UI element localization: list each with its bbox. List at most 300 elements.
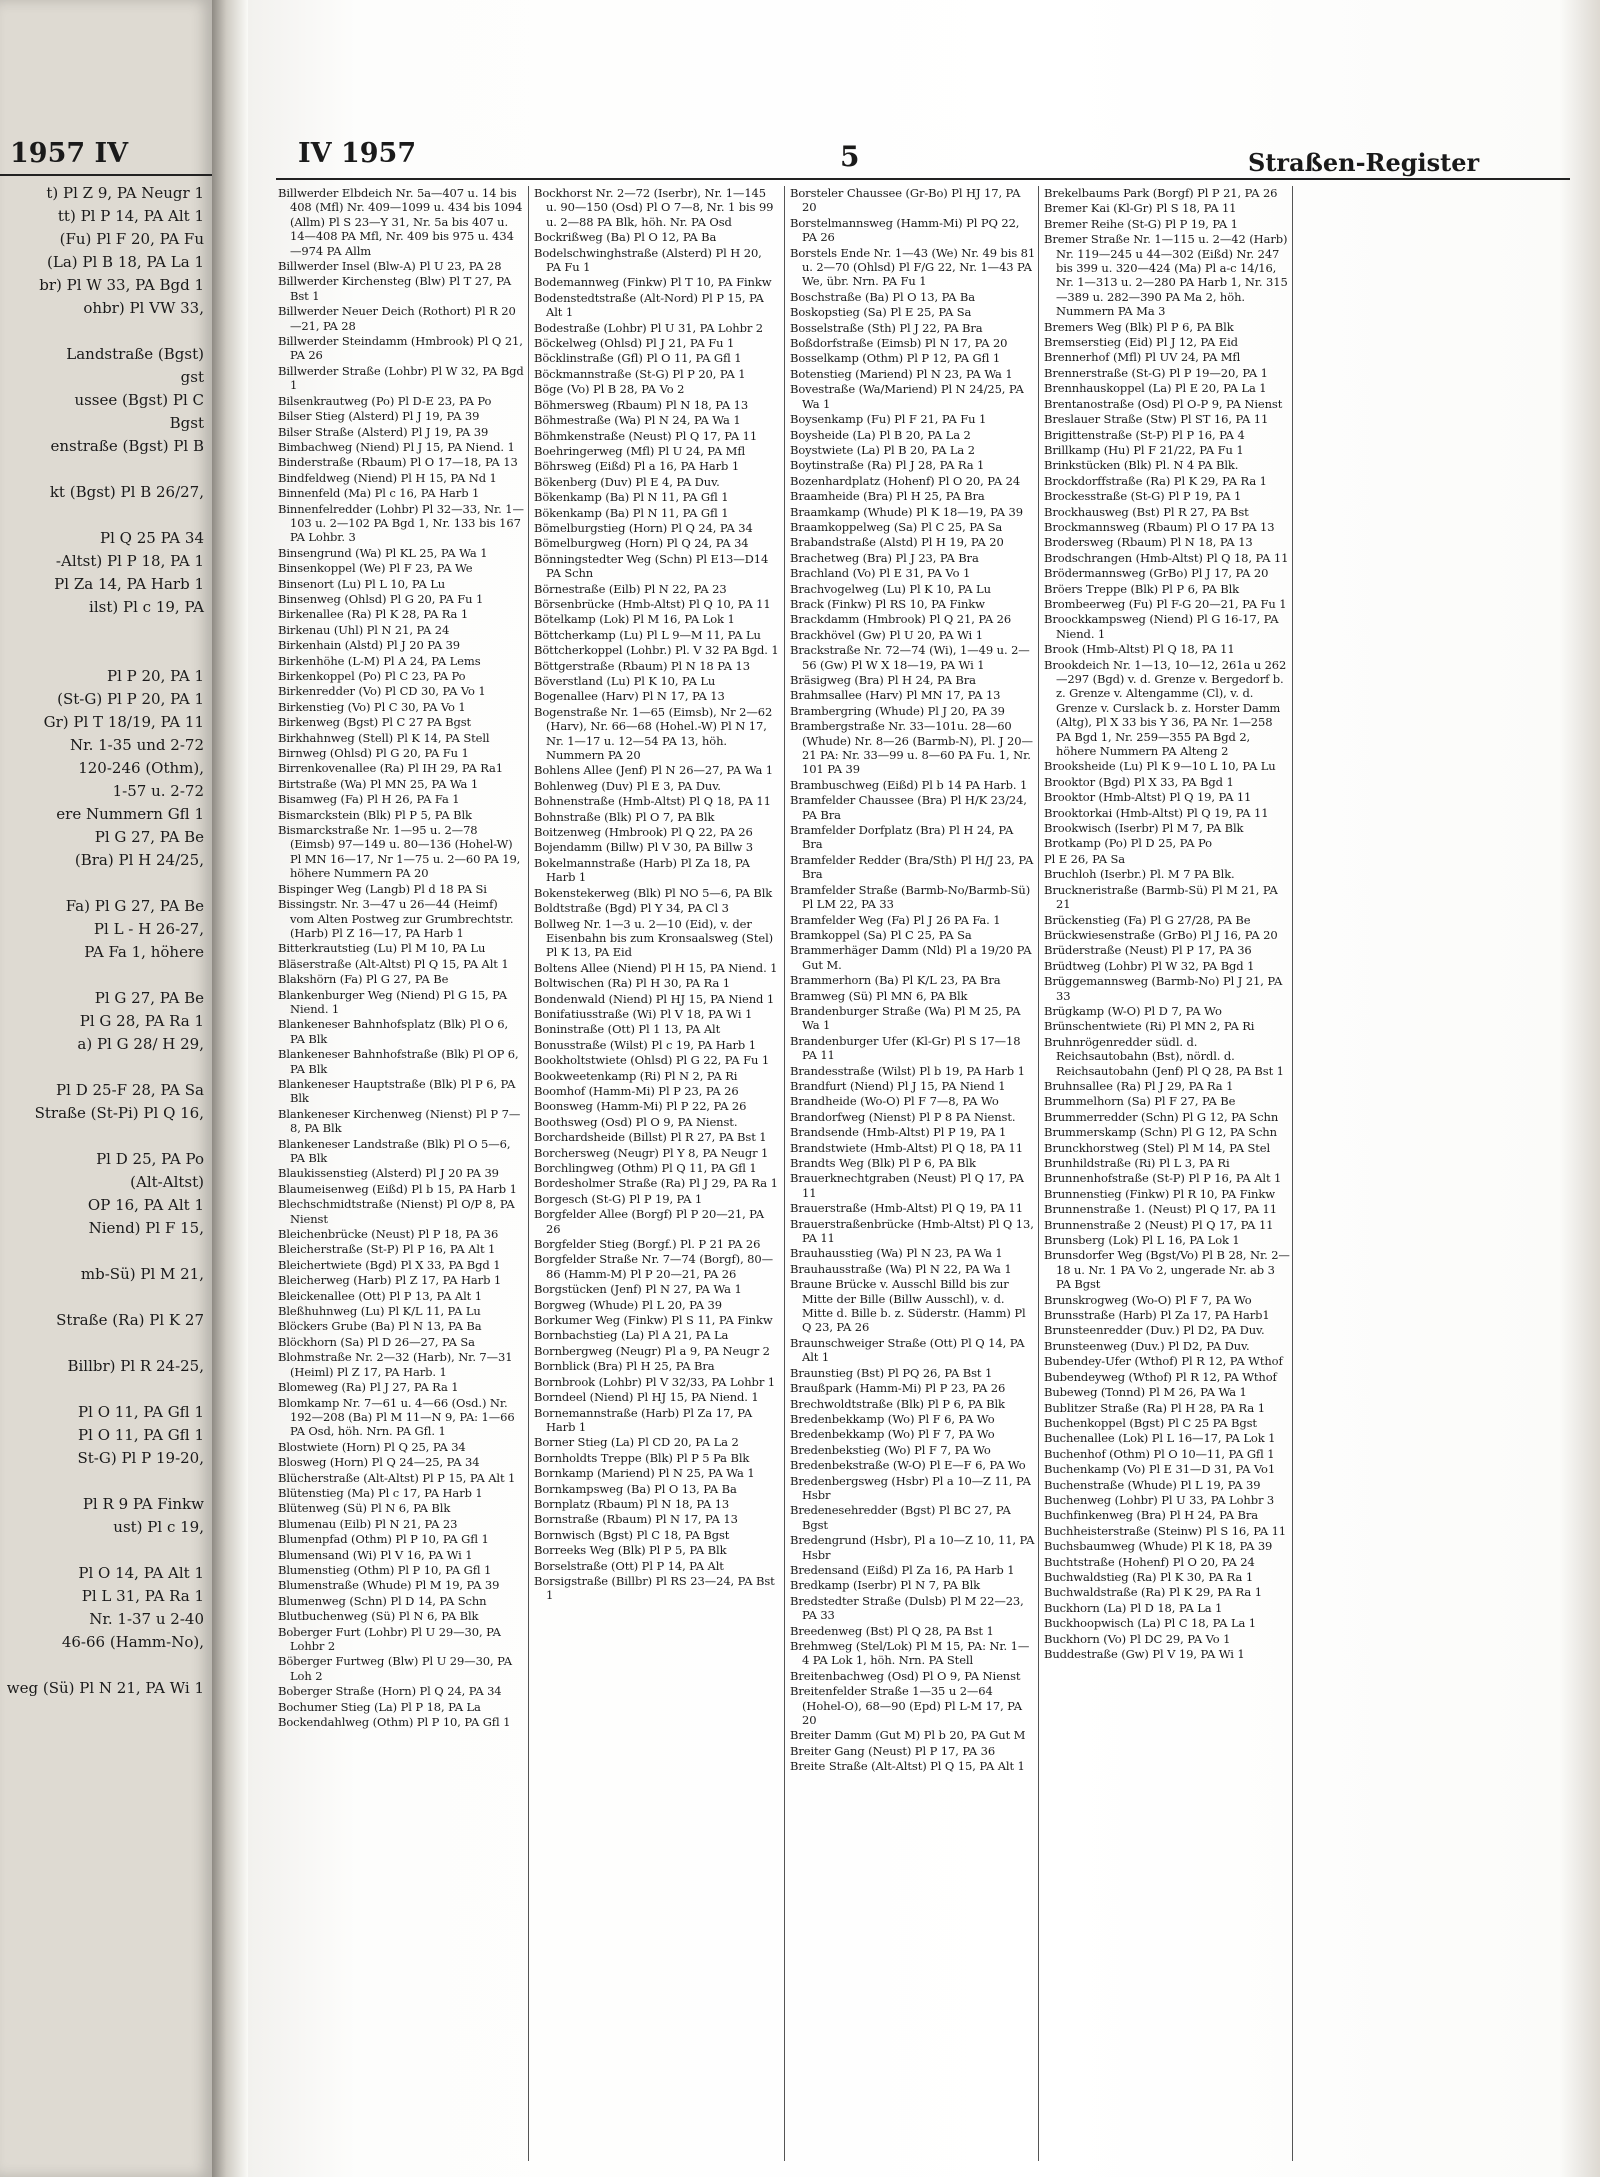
register-entry: Bosselkamp (Othm) Pl P 12, PA Gfl 1 [790, 351, 1001, 366]
register-entry: Blaumeisenweg (Eißd) Pl b 15, PA Harb 1 [278, 1181, 517, 1196]
register-entry: Brummelhorn (Sa) Pl F 27, PA Be [1044, 1094, 1236, 1109]
register-entry: Brandenburger Straße (Wa) Pl M 25, PA Wa 1 [790, 1003, 1021, 1033]
register-entry: Bröers Treppe (Blk) Pl P 6, PA Blk [1044, 581, 1240, 596]
register-entry: Bornbergweg (Neugr) Pl a 9, PA Neugr 2 [534, 1343, 770, 1358]
register-entry: Boninstraße (Ott) Pl 1 13, PA Alt [534, 1022, 721, 1037]
register-entry: Böttgerstraße (Rbaum) Pl N 18 PA 13 [534, 658, 750, 673]
register-entry: Blechschmidtstraße (Nienst) Pl O/P 8, PA Nienst [278, 1197, 515, 1226]
register-entry: Birkenau (Uhl) Pl N 21, PA 24 [278, 622, 450, 637]
header-rule [276, 178, 1570, 180]
register-entry: Bilser Straße (Alsterd) Pl J 19, PA 39 [278, 424, 489, 439]
register-entry: Brahmsallee (Harv) Pl MN 17, PA 13 [790, 688, 1001, 703]
register-entry: Bornplatz (Rbaum) Pl N 18, PA 13 [534, 1496, 730, 1511]
left-header-rule [0, 174, 212, 176]
register-entry: Bremer Kai (Kl-Gr) Pl S 18, PA 11 [1044, 201, 1237, 216]
register-entry: Borkumer Weg (Finkw) Pl S 11, PA Finkw [534, 1313, 773, 1328]
register-entry: Blomeweg (Ra) Pl J 27, PA Ra 1 [278, 1380, 459, 1395]
register-entry: Bornkampsweg (Ba) Pl O 13, PA Ba [534, 1481, 737, 1496]
register-entry: Buddestraße (Gw) Pl V 19, PA Wi 1 [1044, 1647, 1245, 1661]
register-entry: Bilsenkrautweg (Po) Pl D-E 23, PA Po [278, 393, 492, 408]
left-page-line: ilst) Pl c 19, PA [89, 598, 204, 616]
register-entry: Brunckhorstweg (Stel) Pl M 14, PA Stel [1044, 1140, 1271, 1155]
left-page-line: Pl G 28, PA Ra 1 [79, 1012, 204, 1030]
register-entry: Bohlens Allee (Jenf) Pl N 26—27, PA Wa 1 [534, 763, 774, 778]
left-page-line [0, 1286, 212, 1309]
register-entry: Bremserstieg (Eid) Pl J 12, PA Eid [1044, 335, 1238, 350]
left-page-line: t) Pl Z 9, PA Neugr 1 [46, 184, 204, 202]
register-entry: Borselstraße (Ott) Pl P 14, PA Alt [534, 1558, 724, 1573]
register-entry: Bornbachstieg (La) Pl A 21, PA La [534, 1328, 729, 1343]
register-entry: Brunsstraße (Harb) Pl Za 17, PA Harb1 [1044, 1308, 1270, 1323]
register-entry: Bruchloh (Iserbr.) Pl. M 7 PA Blk. [1044, 867, 1235, 882]
register-entry: Bönningstedter Weg (Schn) Pl E13—D14 PA Schn [534, 551, 769, 581]
register-entry: Bremers Weg (Blk) Pl P 6, PA Blk [1044, 319, 1234, 334]
register-entry: Bockrißweg (Ba) Pl O 12, PA Ba [534, 230, 717, 245]
register-entry: Brandfurt (Niend) Pl J 15, PA Niend 1 [790, 1078, 1006, 1093]
register-entry: Brummerredder (Schn) Pl G 12, PA Schn [1044, 1109, 1279, 1124]
register-entry: Brandorfweg (Nienst) Pl P 8 PA Nienst. [790, 1109, 1016, 1124]
register-entry: Bojendamm (Billw) Pl V 30, PA Billw 3 [534, 840, 754, 855]
register-entry: Brachetweg (Bra) Pl J 23, PA Bra [790, 550, 979, 565]
register-entry: Brombeerweg (Fu) Pl F-G 20—21, PA Fu 1 [1044, 596, 1287, 611]
register-entry: Bökenkamp (Ba) Pl N 11, PA Gfl 1 [534, 505, 729, 520]
register-entry: Braamheide (Bra) Pl H 25, PA Bra [790, 489, 985, 504]
register-entry: Bovestraße (Wa/Mariend) Pl N 24/25, PA Wa 1 [790, 382, 1024, 411]
register-entry: Buckhoopwisch (La) Pl C 18, PA La 1 [1044, 1616, 1257, 1631]
register-entry: Bokelmannstraße (Harb) Pl Za 18, PA Harb 1 [534, 855, 750, 885]
register-entry: Brentanostraße (Osd) Pl O-P 9, PA Nienst [1044, 396, 1283, 411]
register-entry: Brehmweg (Stel/Lok) Pl M 15, PA: Nr. 1—4 PA Lok 1, höh. Nrn. PA Stell [790, 1639, 1030, 1668]
register-column-2 [534, 186, 780, 2161]
register-entry: Brunnenhofstraße (St-P) Pl P 16, PA Alt 1 [1044, 1171, 1282, 1186]
register-entry: Brunnenstraße 2 (Neust) Pl Q 17, PA 11 [1044, 1217, 1274, 1232]
register-entry: Breitenbachweg (Osd) Pl O 9, PA Nienst [790, 1668, 1021, 1683]
register-entry: Borgweg (Whude) Pl L 20, PA 39 [534, 1297, 722, 1312]
register-entry: Binderstraße (Rbaum) Pl O 17—18, PA 13 [278, 455, 518, 470]
register-entry: Bornstraße (Rbaum) Pl N 17, PA 13 [534, 1512, 738, 1527]
register-entry: Birnweg (Ohlsd) Pl G 20, PA Fu 1 [278, 746, 469, 761]
register-entry: Bohnstraße (Blk) Pl O 7, PA Blk [534, 809, 715, 824]
page-number: 5 [840, 140, 860, 173]
register-entry: Brachvogelweg (Lu) Pl K 10, PA Lu [790, 581, 991, 596]
left-page-line: Pl G 27, PA Be [94, 989, 204, 1007]
register-entry: Brunnenstieg (Finkw) Pl R 10, PA Finkw [1044, 1186, 1275, 1201]
register-entry: Borgfelder Allee (Borgf) Pl P 20—21, PA 26 [534, 1207, 764, 1236]
register-entry: Bismarckstraße Nr. 1—95 u. 2—78 (Eimsb) 97—149 u. 80—136 (Hohel-W) Pl MN 16—17, Nr 1—75 u. 2—60 PA 19, höhere Nummern PA 20 [278, 823, 521, 881]
register-entry: Blomkamp Nr. 7—61 u. 4—66 (Osd.) Nr. 192—208 (Ba) Pl M 11—N 9, PA: 1—66 PA Osd, höh. Nrn. PA Gfl. 1 [278, 1395, 515, 1439]
register-entry: Blumensand (Wi) Pl V 16, PA Wi 1 [278, 1547, 473, 1562]
register-entry: Bockhorst Nr. 2—72 (Iserbr), Nr. 1—145 u. 90—150 (Osd) Pl O 7—8, Nr. 1 bis 99 u. 2—88 PA Blk, höh. Nr. PA Osd [534, 186, 774, 229]
register-entry: Binsenkoppel (We) Pl F 23, PA We [278, 561, 473, 576]
left-page-line [0, 1240, 212, 1263]
register-entry: Blostwiete (Horn) Pl Q 25, PA 34 [278, 1439, 466, 1454]
register-entry: Braune Brücke v. Ausschl Billd bis zur Mitte der Bille (Billw Ausschl), v. d. Mitte d. Bille b. z. Süderstr. (Hamm) Pl Q 23, PA 26 [790, 1277, 1026, 1335]
left-page-line: Billbr) Pl R 24-25, [67, 1357, 204, 1375]
register-entry: Blücherstraße (Alt-Altst) Pl P 15, PA Alt 1 [278, 1470, 516, 1485]
register-entry: Brünschentwiete (Ri) Pl MN 2, PA Ri [1044, 1019, 1255, 1034]
left-page-line: Bgst [169, 414, 204, 432]
column-divider [1292, 186, 1293, 2161]
register-entry: Bläserstraße (Alt-Altst) Pl Q 15, PA Alt 1 [278, 956, 509, 971]
register-entry: Buchenweg (Lohbr) Pl U 33, PA Lohbr 3 [1044, 1492, 1275, 1507]
register-entry: Buchsbaumweg (Whude) Pl K 18, PA 39 [1044, 1539, 1273, 1554]
left-page-line: ohbr) Pl VW 33, [83, 299, 204, 317]
register-entry: Brammerhorn (Ba) Pl K/L 23, PA Bra [790, 973, 1001, 988]
register-entry: Brückwiesenstraße (GrBo) Pl J 16, PA 20 [1044, 927, 1278, 942]
book-gutter [212, 0, 248, 2177]
register-entry: Bornholdts Treppe (Blk) Pl P 5 Pa Blk [534, 1450, 750, 1465]
register-entry: Bubendey-Ufer (Wthof) Pl R 12, PA Wthof [1044, 1354, 1283, 1369]
left-page-line: (St-G) Pl P 20, PA 1 [57, 690, 204, 708]
register-entry: Brechwoldtstraße (Blk) Pl P 6, PA Blk [790, 1396, 1005, 1411]
register-entry: Bimbachweg (Niend) Pl J 15, PA Niend. 1 [278, 439, 515, 454]
register-entry: Bondenwald (Niend) Pl HJ 15, PA Niend 1 [534, 991, 775, 1006]
register-entry: Boehringerweg (Mfl) Pl U 24, PA Mfl [534, 443, 746, 458]
page-header-title: Straßen-Register [1248, 148, 1480, 177]
register-entry: Brandstwiete (Hmb-Altst) Pl Q 18, PA 11 [790, 1140, 1023, 1155]
left-page-line [0, 964, 212, 987]
register-entry: Bremer Reihe (St-G) Pl P 19, PA 1 [1044, 216, 1238, 231]
register-entry: Bilser Stieg (Alsterd) Pl J 19, PA 39 [278, 409, 480, 424]
register-entry: Bodelschwinghstraße (Alsterd) Pl H 20, PA Fu 1 [534, 245, 762, 275]
register-entry: Böhmestraße (Wa) Pl N 24, PA Wa 1 [534, 413, 741, 428]
left-page-line: -Altst) Pl P 18, PA 1 [55, 552, 204, 570]
register-entry: Bleicherstraße (St-P) Pl P 16, PA Alt 1 [278, 1242, 496, 1257]
left-page-line: mb-Sü) Pl M 21, [80, 1265, 204, 1283]
register-entry: Binnenfeld (Ma) Pl c 16, PA Harb 1 [278, 486, 480, 501]
register-entry: Bruhnrögenredder südl. d. Reichsautobahn (Bst), nördl. d. Reichsautobahn (Jenf) Pl Q 28, PA Bst 1 [1044, 1034, 1284, 1078]
left-page-line: Straße (Ra) Pl K 27 [56, 1311, 204, 1329]
register-entry: Böcklinstraße (Gfl) Pl O 11, PA Gfl 1 [534, 351, 742, 366]
register-entry: Bleicherweg (Harb) Pl Z 17, PA Harb 1 [278, 1273, 502, 1288]
register-entry: Billwerder Neuer Deich (Rothort) Pl R 20—21, PA 28 [278, 304, 516, 333]
register-entry: Buchwaldstieg (Ra) Pl K 30, PA Ra 1 [1044, 1569, 1254, 1584]
register-entry: Birkenhöhe (L-M) Pl A 24, PA Lems [278, 653, 481, 668]
register-entry: Binnenfelredder (Lohbr) Pl 32—33, Nr. 1—103 u. 2—102 PA Bgd 1, Nr. 133 bis 167 PA Lohbr. 3 [278, 501, 524, 545]
register-entry: Bömelburgstieg (Horn) Pl Q 24, PA 34 [534, 520, 753, 535]
left-page-line [0, 458, 212, 481]
left-page-line: Straße (St-Pi) Pl Q 16, [34, 1104, 204, 1122]
register-entry: Boskopstieg (Sa) Pl E 25, PA Sa [790, 305, 972, 320]
left-page-line: 1-57 u. 2-72 [112, 782, 204, 800]
register-entry: Böhmkenstraße (Neust) Pl Q 17, PA 11 [534, 428, 758, 443]
register-entry: Brüderstraße (Neust) Pl P 17, PA 36 [1044, 943, 1252, 958]
register-entry: Bramfelder Weg (Fa) Pl J 26 PA Fa. 1 [790, 912, 1001, 927]
register-entry: Brunskrogweg (Wo-O) Pl F 7, PA Wo [1044, 1292, 1252, 1307]
register-entry: Bismarckstein (Blk) Pl P 5, PA Blk [278, 807, 472, 822]
register-entry: Bogenallee (Harv) Pl N 17, PA 13 [534, 689, 725, 704]
register-entry: Bömelburgweg (Horn) Pl Q 24, PA 34 [534, 536, 749, 551]
left-page-line: ere Nummern Gfl 1 [56, 805, 204, 823]
register-entry: Brodersweg (Rbaum) Pl N 18, PA 13 [1044, 535, 1253, 550]
left-page-line: 120-246 (Othm), [78, 759, 204, 777]
register-entry: Blütenstieg (Ma) Pl c 17, PA Harb 1 [278, 1485, 483, 1500]
register-entry: Borchlingweg (Othm) Pl Q 11, PA Gfl 1 [534, 1161, 757, 1175]
register-entry: Bonifatiusstraße (Wi) Pl V 18, PA Wi 1 [534, 1006, 753, 1021]
register-entry: Blaukissenstieg (Alsterd) Pl J 20 PA 39 [278, 1166, 499, 1181]
register-entry: Blumenstraße (Whude) Pl M 19, PA 39 [278, 1578, 500, 1593]
register-entry: Blankenburger Weg (Niend) Pl G 15, PA Niend. 1 [278, 987, 507, 1016]
register-entry: Bozenhardplatz (Hohenf) Pl O 20, PA 24 [790, 473, 1021, 488]
register-entry: Bramkoppel (Sa) Pl C 25, PA Sa [790, 927, 972, 942]
left-page-line: Gr) Pl T 18/19, PA 11 [43, 713, 204, 731]
register-entry: Blohmstraße Nr. 2—32 (Harb), Nr. 7—31 (Heiml) Pl Z 17, PA Harb. 1 [278, 1350, 513, 1379]
register-entry: Blumenpfad (Othm) Pl P 10, PA Gfl 1 [278, 1532, 489, 1547]
register-entry: Böhmersweg (Rbaum) Pl N 18, PA 13 [534, 397, 749, 412]
register-entry: Brammerhäger Damm (Nld) Pl a 19/20 PA Gut M. [790, 943, 1032, 972]
register-entry: Brekelbaums Park (Borgf) Pl P 21, PA 26 [1044, 186, 1278, 200]
register-entry: Bredensand (Eißd) Pl Za 16, PA Harb 1 [790, 1562, 1015, 1577]
register-entry: Brooktor (Bgd) Pl X 33, PA Bgd 1 [1044, 774, 1234, 789]
register-entry: Brachland (Vo) Pl E 31, PA Vo 1 [790, 566, 971, 581]
register-entry: Boberger Furt (Lohbr) Pl U 29—30, PA Lohbr 2 [278, 1624, 501, 1653]
register-entry: Brügkamp (W-O) Pl D 7, PA Wo [1044, 1003, 1222, 1018]
register-entry: Bornblick (Bra) Pl H 25, PA Bra [534, 1359, 715, 1374]
register-entry: Bohnenstraße (Hmb-Altst) Pl Q 18, PA 11 [534, 794, 771, 809]
register-entry: Boysenkamp (Fu) Pl F 21, PA Fu 1 [790, 412, 987, 427]
register-entry: Bindfeldweg (Niend) Pl H 15, PA Nd 1 [278, 470, 497, 485]
page-header-volume: IV 1957 [298, 138, 417, 169]
register-entry: Brüggemannsweg (Barmb-No) Pl J 21, PA 33 [1044, 974, 1283, 1003]
register-entry: Bredengrund (Hsbr), Pl a 10—Z 10, 11, PA Hsbr [790, 1533, 1035, 1562]
left-page-line: enstraße (Bgst) Pl B [50, 437, 204, 455]
left-page-line: weg (Sü) Pl N 21, PA Wi 1 [6, 1679, 204, 1697]
register-entry: Bockendahlweg (Othm) Pl P 10, PA Gfl 1 [278, 1715, 511, 1730]
register-entry: Brackstraße Nr. 72—74 (Wi), 1—49 u. 2—56 (Gw) Pl W X 18—19, PA Wi 1 [790, 643, 1030, 672]
left-page-line [0, 872, 212, 895]
register-entry: Birrenkovenallee (Ra) Pl IH 29, PA Ra1 [278, 761, 504, 776]
left-page-line: Pl Q 25 PA 34 [100, 529, 204, 547]
register-entry: Brauerstraßenbrücke (Hmb-Altst) Pl Q 13, PA 11 [790, 1216, 1034, 1246]
register-entry: Broockkampsweg (Niend) Pl G 16-17, PA Niend. 1 [1044, 612, 1279, 641]
register-entry: Bleichertwiete (Bgd) Pl X 33, PA Bgd 1 [278, 1257, 501, 1272]
register-entry: Buckhorn (La) Pl D 18, PA La 1 [1044, 1600, 1223, 1615]
register-entry: Brunsberg (Lok) Pl L 16, PA Lok 1 [1044, 1233, 1240, 1248]
register-entry: Böhrsweg (Eißd) Pl a 16, PA Harb 1 [534, 459, 740, 474]
register-entry: Bremer Straße Nr. 1—115 u. 2—42 (Harb) Nr. 119—245 u 44—302 (Eißd) Nr. 247 bis 399 u. 320—424 (Ma) Pl a-c 14/16, Nr. 1—313 u. 2—280 PA Harb 1, Nr. 315—389 u. 282—390 PA Ma 2, höh. Nummern PA Ma 3 [1044, 232, 1288, 319]
register-entry: Blumenstieg (Othm) Pl P 10, PA Gfl 1 [278, 1562, 492, 1577]
register-entry: Bredenbekkamp (Wo) Pl F 6, PA Wo [790, 1411, 995, 1426]
register-entry: Bubeweg (Tonnd) Pl M 26, PA Wa 1 [1044, 1385, 1247, 1400]
register-entry: Böckelweg (Ohlsd) Pl J 21, PA Fu 1 [534, 336, 735, 351]
register-entry: Brückenstieg (Fa) Pl G 27/28, PA Be [1044, 912, 1251, 927]
register-entry: Boberger Straße (Horn) Pl Q 24, PA 34 [278, 1684, 502, 1699]
register-entry: Bramfelder Dorfplatz (Bra) Pl H 24, PA Bra [790, 823, 1014, 852]
register-entry: Borndeel (Niend) Pl HJ 15, PA Niend. 1 [534, 1390, 759, 1405]
left-page-line: Nr. 1-37 u 2-40 [89, 1610, 204, 1628]
register-entry: Bredstedter Straße (Dulsb) Pl M 22—23, PA 33 [790, 1593, 1024, 1623]
register-entry: Bollweg Nr. 1—3 u. 2—10 (Eid), v. der Eisenbahn bis zum Kronsaalsweg (Stel) Pl K 13, PA Eid [534, 916, 774, 960]
register-entry: Braamkamp (Whude) Pl K 18—19, PA 39 [790, 504, 1023, 519]
register-entry: Bookweetenkamp (Ri) Pl N 2, PA Ri [534, 1068, 738, 1083]
register-entry: Bredenesehredder (Bgst) Pl BC 27, PA Bgst [790, 1503, 1011, 1532]
register-entry: Birtstraße (Wa) Pl MN 25, PA Wa 1 [278, 776, 479, 791]
register-entry: Brockhausweg (Bst) Pl R 27, PA Bst [1044, 504, 1249, 519]
register-entry: Boystwiete (La) Pl B 20, PA La 2 [790, 442, 975, 457]
register-column-5 [1298, 186, 1544, 2161]
register-entry: Breiter Damm (Gut M) Pl b 20, PA Gut M [790, 1728, 1026, 1743]
left-page-line: Pl O 11, PA Gfl 1 [78, 1403, 204, 1421]
register-entry: Binsengrund (Wa) Pl KL 25, PA Wa 1 [278, 545, 488, 560]
left-page-line [0, 642, 212, 665]
left-page-line: a) Pl G 28/ H 29, [77, 1035, 204, 1053]
left-page-line: Pl Za 14, PA Harb 1 [54, 575, 204, 593]
register-entry: Bramfelder Straße (Barmb-No/Barmb-Sü) Pl LM 22, PA 33 [790, 882, 1031, 912]
register-entry: Brockdorffstraße (Ra) Pl K 29, PA Ra 1 [1044, 473, 1267, 488]
left-page-line: Niend) Pl F 15, [88, 1219, 204, 1237]
register-entry: Billwerder Elbdeich Nr. 5a—407 u. 14 bis 408 (Mfl) Nr. 409—1099 u. 434 bis 1094 (Allm) Pl S 23—Y 31, Nr. 5a bis 407 u. 14—408 PA Mfl, Nr. 409 bis 975 u. 434—974 PA Allm [278, 186, 523, 258]
register-entry: Breiter Gang (Neust) Pl P 17, PA 36 [790, 1743, 996, 1758]
register-entry: Bramfelder Redder (Bra/Sth) Pl H/J 23, PA Bra [790, 852, 1034, 882]
register-entry: Birkhahnweg (Stell) Pl K 14, PA Stell [278, 730, 490, 745]
register-entry: Brack (Finkw) Pl RS 10, PA Finkw [790, 596, 985, 611]
register-entry: Birkenstieg (Vo) Pl C 30, PA Vo 1 [278, 699, 466, 714]
register-entry: Borchersweg (Neugr) Pl Y 8, PA Neugr 1 [534, 1145, 769, 1160]
register-entry: Böverstland (Lu) Pl K 10, PA Lu [534, 674, 716, 688]
register-entry: Brackhövel (Gw) Pl U 20, PA Wi 1 [790, 627, 983, 642]
register-entry: Brook (Hmb-Altst) Pl Q 18, PA 11 [1044, 642, 1235, 657]
register-entry: Bitterkrautstieg (Lu) Pl M 10, PA Lu [278, 941, 486, 956]
register-entry: Brillkamp (Hu) Pl F 21/22, PA Fu 1 [1044, 442, 1244, 457]
register-entry: Blankeneser Hauptstraße (Blk) Pl P 6, PA Blk [278, 1076, 516, 1106]
left-page-line: kt (Bgst) Pl B 26/27, [49, 483, 204, 501]
left-page-line: (Bra) Pl H 24/25, [74, 851, 204, 869]
register-entry: Brödermannsweg (GrBo) Pl J 17, PA 20 [1044, 566, 1269, 581]
left-page-line: br) Pl W 33, PA Bgd 1 [39, 276, 204, 294]
register-entry: Böckmannstraße (St-G) Pl P 20, PA 1 [534, 366, 746, 381]
register-entry: Boytinstraße (Ra) Pl J 28, PA Ra 1 [790, 458, 985, 473]
register-entry: Blankeneser Bahnhofstraße (Blk) Pl OP 6, PA Blk [278, 1047, 519, 1076]
register-entry: Bokenstekerweg (Blk) Pl NO 5—6, PA Blk [534, 885, 773, 900]
register-entry: Borgstücken (Jenf) Pl N 27, PA Wa 1 [534, 1282, 742, 1297]
register-entry: Bohlenweg (Duv) Pl E 3, PA Duv. [534, 778, 721, 793]
register-entry: Bornwisch (Bgst) Pl C 18, PA Bgst [534, 1527, 730, 1542]
register-entry: Buchenhof (Othm) Pl O 10—11, PA Gfl 1 [1044, 1446, 1275, 1461]
register-entry: Boysheide (La) Pl B 20, PA La 2 [790, 427, 971, 442]
register-entry: Breslauer Straße (Stw) Pl ST 16, PA 11 [1044, 412, 1269, 427]
register-entry: Braunschweiger Straße (Ott) Pl Q 14, PA Alt 1 [790, 1335, 1025, 1365]
register-entry: Borstels Ende Nr. 1—43 (We) Nr. 49 bis 81 u. 2—70 (Ohlsd) Pl F/G 22, Nr. 1—43 PA We, übr. Nrn. PA Fu 1 [790, 245, 1036, 289]
register-entry: Billwerder Kirchensteg (Blw) Pl T 27, PA Bst 1 [278, 274, 512, 303]
left-page-line: St-G) Pl P 19-20, [77, 1449, 204, 1467]
left-page-fragment [0, 0, 215, 2177]
register-entry: Buchheisterstraße (Steinw) Pl S 16, PA 11 [1044, 1523, 1287, 1538]
register-entry: Breedenweg (Bst) Pl Q 28, PA Bst 1 [790, 1623, 994, 1638]
register-entry: Boitzenweg (Hmbrook) Pl Q 22, PA 26 [534, 825, 753, 840]
left-page-line: 46-66 (Hamm-No), [61, 1633, 204, 1651]
register-column-3 [790, 186, 1036, 2161]
register-entry: Brunnenstraße 1. (Neust) Pl Q 17, PA 11 [1044, 1202, 1277, 1217]
register-entry: Böge (Vo) Pl B 28, PA Vo 2 [534, 382, 685, 397]
register-entry: Brambuschweg (Eißd) Pl b 14 PA Harb. 1 [790, 777, 1028, 792]
register-entry: Bredenbergsweg (Hsbr) Pl a 10—Z 11, PA Hsbr [790, 1473, 1031, 1502]
register-entry: Bisamweg (Fa) Pl H 26, PA Fa 1 [278, 792, 460, 807]
register-entry: Borgfelder Stieg (Borgf.) Pl. P 21 PA 26 [534, 1237, 761, 1252]
register-entry: Boonsweg (Hamm-Mi) Pl P 22, PA 26 [534, 1099, 747, 1114]
left-page-line: (Fu) Pl F 20, PA Fu [59, 230, 204, 248]
register-entry: Borchardsheide (Billst) Pl R 27, PA Bst 1 [534, 1130, 767, 1145]
register-entry: Bleßhuhnweg (Lu) Pl K/L 11, PA Lu [278, 1304, 481, 1319]
register-entry: Birkenweg (Bgst) Pl C 27 PA Bgst [278, 715, 472, 730]
register-entry: Brandesstraße (Wilst) Pl b 19, PA Harb 1 [790, 1063, 1025, 1078]
column-divider [1038, 186, 1039, 2161]
register-entry: Bräsigweg (Bra) Pl H 24, PA Bra [790, 673, 976, 687]
register-entry: Buchtstraße (Hohenf) Pl O 20, PA 24 [1044, 1554, 1255, 1569]
register-entry: Blankeneser Landstraße (Blk) Pl O 5—6, PA Blk [278, 1136, 511, 1165]
left-page-line: Pl R 9 PA Finkw [82, 1495, 204, 1513]
register-entry: Buchenallee (Lok) Pl L 16—17, PA Lok 1 [1044, 1431, 1276, 1446]
register-entry: Brennhauskoppel (La) Pl E 20, PA La 1 [1044, 381, 1267, 396]
register-entry: Bökenberg (Duv) Pl E 4, PA Duv. [534, 474, 720, 489]
register-entry: Bredenbekstieg (Wo) Pl F 7, PA Wo [790, 1442, 991, 1457]
register-entry: Boothsweg (Osd) Pl O 9, PA Nienst. [534, 1114, 738, 1129]
register-entry: Brunsteenredder (Duv.) Pl D2, PA Duv. [1044, 1323, 1265, 1338]
register-entry: Billwerder Steindamm (Hmbrook) Pl Q 21, PA 26 [278, 334, 523, 363]
left-page-line: Pl G 27, PA Be [94, 828, 204, 846]
left-page-line [0, 1056, 212, 1079]
register-entry: Bökenkamp (Ba) Pl N 11, PA Gfl 1 [534, 490, 729, 505]
register-entry: Borstelmannsweg (Hamm-Mi) Pl PQ 22, PA 26 [790, 215, 1020, 245]
register-entry: Bochumer Stieg (La) Pl P 18, PA La [278, 1699, 481, 1714]
register-entry: Bodemannweg (Finkw) Pl T 10, PA Finkw [534, 275, 772, 290]
register-entry: Breite Straße (Alt-Altst) Pl Q 15, PA Alt 1 [790, 1759, 1025, 1774]
register-entry: Brookdeich Nr. 1—13, 10—12, 261a u 262—297 (Bgd) v. d. Grenze v. Bergedorf b. z. Grenze v. Altengamme (Cl), v. d. Grenze v. Curslack b. z. Horster Damm (Altg), Pl X 33 bis Y 36, PA Nr. 1—258 PA Bgd 1, Nr. 259—355 PA Bgd 2, höhere Nummern PA Alteng 2 [1044, 657, 1287, 759]
left-page-line: Nr. 1-35 und 2-72 [69, 736, 204, 754]
register-entry: Blakshörn (Fa) Pl G 27, PA Be [278, 972, 449, 987]
register-entry: Brackdamm (Hmbrook) Pl Q 21, PA 26 [790, 612, 1012, 627]
register-entry: Bookholtstwiete (Ohlsd) Pl G 22, PA Fu 1 [534, 1053, 770, 1068]
register-entry: Brockesstraße (St-G) Pl P 19, PA 1 [1044, 489, 1242, 504]
register-entry: Bordesholmer Straße (Ra) Pl J 29, PA Ra 1 [534, 1176, 778, 1191]
register-entry: Boomhof (Hamm-Mi) Pl P 23, PA 26 [534, 1083, 739, 1098]
register-entry: Boßdorfstraße (Eimsb) Pl N 17, PA 20 [790, 336, 1008, 351]
register-entry: Brauhausstieg (Wa) Pl N 23, PA Wa 1 [790, 1246, 1003, 1261]
register-entry: Binsenweg (Ohlsd) Pl G 20, PA Fu 1 [278, 591, 484, 606]
register-entry: Bornemannstraße (Harb) Pl Za 17, PA Harb 1 [534, 1405, 753, 1434]
left-page-header: 1957 IV [10, 138, 129, 169]
register-entry: Breitenfelder Straße 1—35 u 2—64 (Hohel-O), 68—90 (Epd) Pl L-M 17, PA 20 [790, 1684, 1022, 1728]
register-entry: Binsenort (Lu) Pl L 10, PA Lu [278, 576, 446, 591]
register-entry: Blöckhorn (Sa) Pl D 26—27, PA Sa [278, 1334, 475, 1349]
register-column-1 [278, 186, 524, 2161]
register-entry: Borner Stieg (La) Pl CD 20, PA La 2 [534, 1435, 739, 1450]
left-page-line [0, 1654, 212, 1677]
left-page-line: Landstraße (Bgst) [66, 345, 204, 363]
left-page-line: (La) Pl B 18, PA La 1 [47, 253, 204, 271]
register-entry: Pl E 26, PA Sa [1044, 851, 1126, 866]
register-entry: Bornbrook (Lohbr) Pl V 32/33, PA Lohbr 1 [534, 1374, 775, 1389]
register-entry: Brooktorkai (Hmb-Altst) Pl Q 19, PA 11 [1044, 805, 1269, 820]
left-page-line: Pl O 11, PA Gfl 1 [78, 1426, 204, 1444]
left-page-line: ust) Pl c 19, [113, 1518, 204, 1536]
register-entry: Bodestraße (Lohbr) Pl U 31, PA Lohbr 2 [534, 320, 764, 335]
register-entry: Brauhausstraße (Wa) Pl N 22, PA Wa 1 [790, 1261, 1012, 1276]
left-page-line: Fa) Pl G 27, PA Be [65, 897, 204, 915]
register-entry: Brooksheide (Lu) Pl K 9—10 L 10, PA Lu [1044, 759, 1276, 774]
register-entry: Boltwischen (Ra) Pl H 30, PA Ra 1 [534, 976, 731, 991]
register-entry: Blütenweg (Sü) Pl N 6, PA Blk [278, 1501, 451, 1516]
left-page-line [0, 1332, 212, 1355]
register-entry: Birkenredder (Vo) Pl CD 30, PA Vo 1 [278, 684, 486, 699]
register-entry: Billwerder Straße (Lohbr) Pl W 32, PA Bgd 1 [278, 363, 524, 393]
register-entry: Bruckneristraße (Barmb-Sü) Pl M 21, PA 21 [1044, 882, 1278, 912]
register-entry: Bleichenbrücke (Neust) Pl P 18, PA 36 [278, 1227, 499, 1242]
left-page-line: (Alt-Altst) [130, 1173, 204, 1191]
register-entry: Boldtstraße (Bgd) Pl Y 34, PA Cl 3 [534, 901, 729, 916]
register-entry: Brunhildstraße (Ri) Pl L 3, PA Ri [1044, 1156, 1230, 1170]
register-entry: Brinkstücken (Blk) Pl. N 4 PA Blk. [1044, 458, 1239, 473]
register-entry: Borreeks Weg (Blk) Pl P 5, PA Blk [534, 1543, 727, 1558]
